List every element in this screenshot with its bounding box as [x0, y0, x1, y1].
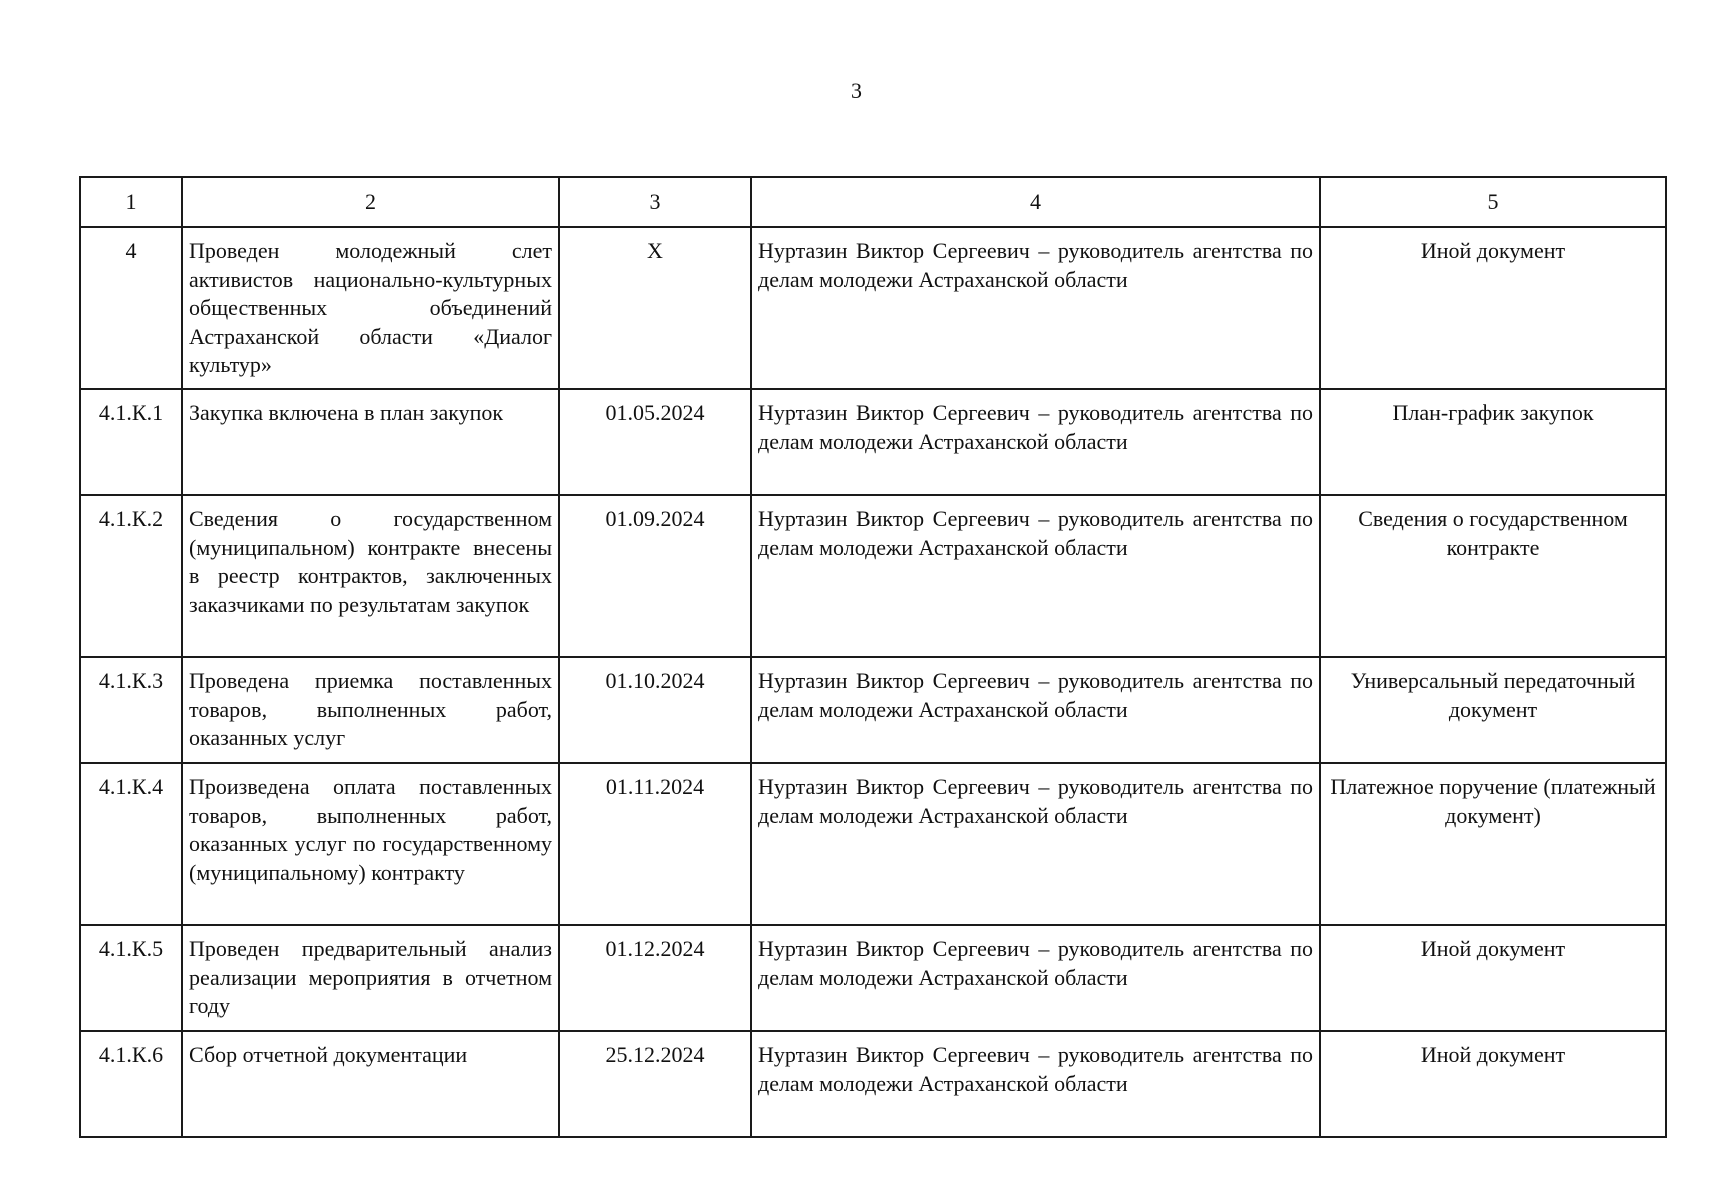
row-document-type: Платежное поручение (платежный документ) — [1320, 763, 1666, 925]
row-document-type: Сведения о государственном контракте — [1320, 495, 1666, 657]
row-description: Сбор отчетной документации — [182, 1031, 559, 1137]
header-row — [80, 177, 1666, 227]
table-body — [80, 227, 1666, 1137]
row-date: 01.05.2024 — [559, 389, 751, 495]
row-date: 01.09.2024 — [559, 495, 751, 657]
row-document-type: Иной документ — [1320, 227, 1666, 389]
row-number: 4.1.К.1 — [80, 389, 182, 495]
row-responsible: Нуртазин Виктор Сергеевич – руководитель агентства по делам молодежи Астраханской области — [751, 389, 1320, 495]
row-number: 4.1.К.3 — [80, 657, 182, 763]
row-description: Сведения о государственном (муниципальном) контракте внесены в реестр контрактов, заключенных заказчиками по результатам закупок — [182, 495, 559, 657]
row-date: 25.12.2024 — [559, 1031, 751, 1137]
table-row — [80, 1031, 1666, 1137]
row-description: Проведен предварительный анализ реализации мероприятия в отчетном году — [182, 925, 559, 1031]
row-responsible: Нуртазин Виктор Сергеевич – руководитель агентства по делам молодежи Астраханской области — [751, 495, 1320, 657]
control-points-table — [79, 176, 1667, 1138]
table-row — [80, 227, 1666, 389]
row-date: 01.11.2024 — [559, 763, 751, 925]
row-responsible: Нуртазин Виктор Сергеевич – руководитель агентства по делам молодежи Астраханской области — [751, 227, 1320, 389]
row-responsible: Нуртазин Виктор Сергеевич – руководитель агентства по делам молодежи Астраханской области — [751, 763, 1320, 925]
row-date: 01.12.2024 — [559, 925, 751, 1031]
page-number: 3 — [851, 78, 862, 103]
table-row — [80, 495, 1666, 657]
row-description: Закупка включена в план закупок — [182, 389, 559, 495]
row-date: 01.10.2024 — [559, 657, 751, 763]
table-row — [80, 925, 1666, 1031]
header-col-1: 1 — [80, 177, 182, 227]
row-document-type: План-график закупок — [1320, 389, 1666, 495]
row-document-type: Иной документ — [1320, 925, 1666, 1031]
row-responsible: Нуртазин Виктор Сергеевич – руководитель агентства по делам молодежи Астраханской области — [751, 1031, 1320, 1137]
row-number: 4.1.К.4 — [80, 763, 182, 925]
table-header — [80, 177, 1666, 227]
table-row — [80, 763, 1666, 925]
table-row — [80, 657, 1666, 763]
row-description: Произведена оплата поставленных товаров, выполненных работ, оказанных услуг по государственному (муниципальному) контракту — [182, 763, 559, 925]
row-number: 4.1.К.2 — [80, 495, 182, 657]
table-row — [80, 389, 1666, 495]
row-date: Х — [559, 227, 751, 389]
row-number: 4.1.К.5 — [80, 925, 182, 1031]
row-responsible: Нуртазин Виктор Сергеевич – руководитель агентства по делам молодежи Астраханской области — [751, 657, 1320, 763]
row-description: Проведена приемка поставленных товаров, выполненных работ, оказанных услуг — [182, 657, 559, 763]
row-number: 4 — [80, 227, 182, 389]
row-document-type: Универсальный передаточный документ — [1320, 657, 1666, 763]
header-col-5: 5 — [1320, 177, 1666, 227]
row-responsible: Нуртазин Виктор Сергеевич – руководитель агентства по делам молодежи Астраханской области — [751, 925, 1320, 1031]
header-col-4: 4 — [751, 177, 1320, 227]
header-col-3: 3 — [559, 177, 751, 227]
header-col-2: 2 — [182, 177, 559, 227]
row-number: 4.1.К.6 — [80, 1031, 182, 1137]
row-document-type: Иной документ — [1320, 1031, 1666, 1137]
row-description: Проведен молодежный слет активистов национально-культурных общественных объединений Астраханской области «Диалог культур» — [182, 227, 559, 389]
